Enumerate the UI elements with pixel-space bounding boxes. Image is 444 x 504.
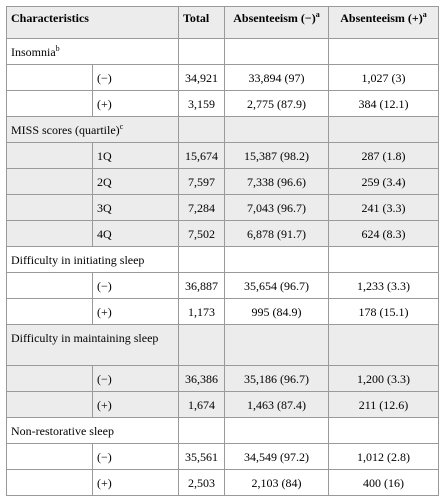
absent-negative-cell: 7,043 (96.7): [225, 195, 329, 221]
total-cell: 36,887: [179, 273, 225, 299]
absent-negative-cell: 15,387 (98.2): [225, 143, 329, 169]
section-row-maintaining: [7, 325, 439, 366]
table-row: [7, 65, 439, 91]
table-row: [7, 470, 439, 496]
group-cell: (+): [93, 470, 179, 496]
header-row: [7, 7, 439, 39]
table-row: [7, 221, 439, 247]
group-cell: (−): [93, 366, 179, 392]
header-absenteeism-positive: Absenteeism $(+)^a$: [329, 7, 439, 39]
absent-positive-cell: 384 (12.1): [329, 91, 439, 117]
table-container: [6, 6, 439, 496]
absent-negative-cell: 35,186 (96.7): [225, 366, 329, 392]
absent-negative-cell: 7,338 (96.6): [225, 169, 329, 195]
section-row-initiating: [7, 247, 439, 273]
absent-positive-cell: 1,027 (3): [329, 65, 439, 91]
table-row: [7, 195, 439, 221]
absent-positive-cell: 241 (3.3): [329, 195, 439, 221]
absent-negative-cell: 6,878 (91.7): [225, 221, 329, 247]
absent-positive-cell: 400 (16): [329, 470, 439, 496]
group-cell: (−): [93, 65, 179, 91]
absenteeism-table: [6, 6, 439, 496]
total-cell: 7,597: [179, 169, 225, 195]
section-row-insomnia: [7, 39, 439, 65]
table-row: [7, 299, 439, 325]
total-cell: 7,284: [179, 195, 225, 221]
header-absenteeism-negative: Absenteeism $(-)^a$: [225, 7, 329, 39]
total-cell: 3,159: [179, 91, 225, 117]
absent-negative-cell: 2,775 (87.9): [225, 91, 329, 117]
group-cell: (−): [93, 444, 179, 470]
absent-positive-cell: 211 (12.6): [329, 392, 439, 418]
header-total: Total: [179, 7, 225, 39]
section-label-nonrestorative: Non-restorative sleep: [7, 418, 179, 444]
total-cell: 7,502: [179, 221, 225, 247]
total-cell: 34,921: [179, 65, 225, 91]
group-cell: 3Q: [93, 195, 179, 221]
total-cell: 35,561: [179, 444, 225, 470]
table-row: [7, 273, 439, 299]
absent-positive-cell: 1,200 (3.3): [329, 366, 439, 392]
total-cell: 1,674: [179, 392, 225, 418]
total-cell: 1,173: [179, 299, 225, 325]
absent-positive-cell: 259 (3.4): [329, 169, 439, 195]
absent-positive-cell: 1,012 (2.8): [329, 444, 439, 470]
group-cell: (−): [93, 273, 179, 299]
total-cell: 15,674: [179, 143, 225, 169]
absent-negative-cell: 33,894 (97): [225, 65, 329, 91]
section-label-initiating: Difficulty in initiating sleep: [7, 247, 179, 273]
table-row: [7, 91, 439, 117]
total-cell: 2,503: [179, 470, 225, 496]
table-row: [7, 392, 439, 418]
absent-positive-cell: 178 (15.1): [329, 299, 439, 325]
group-cell: (+): [93, 392, 179, 418]
group-cell: 4Q: [93, 221, 179, 247]
absent-negative-cell: 995 (84.9): [225, 299, 329, 325]
absent-negative-cell: 1,463 (87.4): [225, 392, 329, 418]
absent-positive-cell: 287 (1.8): [329, 143, 439, 169]
group-cell: 2Q: [93, 169, 179, 195]
section-row-nonrestorative: [7, 418, 439, 444]
header-characteristics: Characteristics: [7, 7, 179, 39]
section-label-miss: MISS scores (quartile)$^c$: [7, 117, 179, 143]
table-row: [7, 444, 439, 470]
absent-positive-cell: 624 (8.3): [329, 221, 439, 247]
table-row: [7, 366, 439, 392]
absent-negative-cell: 34,549 (97.2): [225, 444, 329, 470]
group-cell: 1Q: [93, 143, 179, 169]
absent-negative-cell: 35,654 (96.7): [225, 273, 329, 299]
group-cell: (+): [93, 299, 179, 325]
absent-negative-cell: 2,103 (84): [225, 470, 329, 496]
section-label-maintaining: Difficulty in maintaining sleep: [7, 325, 179, 366]
table-row: [7, 143, 439, 169]
table-row: [7, 169, 439, 195]
absent-positive-cell: 1,233 (3.3): [329, 273, 439, 299]
section-label-insomnia: Insomnia$^b$: [7, 39, 179, 65]
section-row-miss: [7, 117, 439, 143]
group-cell: (+): [93, 91, 179, 117]
total-cell: 36,386: [179, 366, 225, 392]
